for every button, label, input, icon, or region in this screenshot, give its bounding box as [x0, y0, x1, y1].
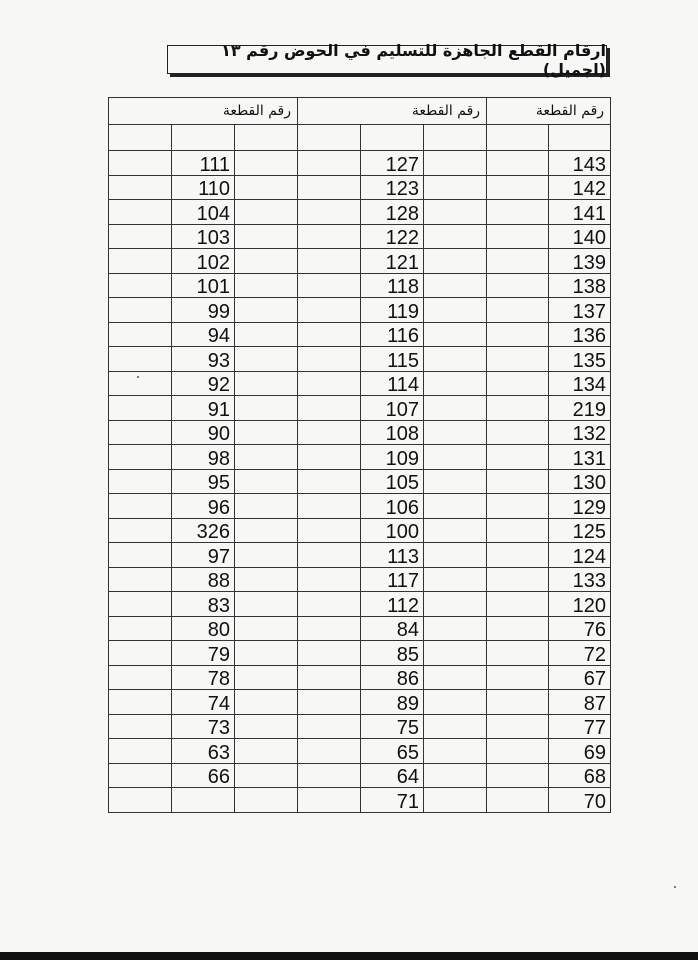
parcel-number: 78 [172, 665, 235, 690]
empty-cell [109, 371, 172, 396]
parcel-number: 122 [361, 224, 424, 249]
parcel-number: 80 [172, 616, 235, 641]
parcel-number: 114 [361, 371, 424, 396]
parcel-number: 137 [549, 298, 611, 323]
scan-speck [137, 376, 139, 378]
empty-cell [235, 788, 298, 813]
empty-cell [298, 125, 361, 151]
table-row [109, 788, 611, 813]
parcel-number: 84 [361, 616, 424, 641]
empty-cell [487, 175, 549, 200]
empty-cell [109, 788, 172, 813]
table-row [109, 249, 611, 274]
parcel-number: 141 [549, 200, 611, 225]
empty-cell [109, 763, 172, 788]
empty-cell [487, 347, 549, 372]
empty-cell [298, 690, 361, 715]
table-row [109, 714, 611, 739]
parcel-number: 96 [172, 494, 235, 519]
empty-cell [298, 469, 361, 494]
empty-cell [487, 543, 549, 568]
empty-cell [424, 739, 487, 764]
empty-cell [424, 592, 487, 617]
parcel-number: 131 [549, 445, 611, 470]
empty-cell [487, 690, 549, 715]
parcel-number: 69 [549, 739, 611, 764]
empty-cell [109, 494, 172, 519]
empty-cell [487, 567, 549, 592]
empty-cell [424, 445, 487, 470]
empty-cell [235, 641, 298, 666]
empty-cell [424, 641, 487, 666]
parcel-number: 132 [549, 420, 611, 445]
empty-cell [109, 739, 172, 764]
document-title: ارقام القطع الجاهزة للتسليم في الحوض رقم ١٣ (اجميل) [167, 45, 607, 74]
empty-cell [487, 273, 549, 298]
empty-cell [298, 616, 361, 641]
empty-cell [424, 567, 487, 592]
parcel-number: 111 [172, 151, 235, 176]
parcel-number: 101 [172, 273, 235, 298]
parcel-number [172, 788, 235, 813]
empty-cell [235, 420, 298, 445]
parcel-number: 140 [549, 224, 611, 249]
empty-cell [487, 298, 549, 323]
table-row [109, 420, 611, 445]
parcel-table [108, 97, 611, 813]
parcel-number: 104 [172, 200, 235, 225]
empty-cell [424, 665, 487, 690]
parcel-number: 133 [549, 567, 611, 592]
parcel-number: 63 [172, 739, 235, 764]
empty-cell [424, 616, 487, 641]
empty-cell [298, 347, 361, 372]
empty-cell [424, 788, 487, 813]
empty-cell [109, 665, 172, 690]
empty-cell [487, 396, 549, 421]
empty-cell [424, 249, 487, 274]
empty-cell [298, 567, 361, 592]
empty-cell [487, 788, 549, 813]
empty-cell [298, 249, 361, 274]
parcel-number: 86 [361, 665, 424, 690]
column-header: رقم القطعة [487, 98, 611, 125]
parcel-number: 95 [172, 469, 235, 494]
empty-cell [424, 224, 487, 249]
empty-cell [235, 665, 298, 690]
empty-cell [298, 714, 361, 739]
empty-cell [298, 224, 361, 249]
empty-cell [298, 273, 361, 298]
empty-cell [487, 420, 549, 445]
empty-cell [424, 518, 487, 543]
empty-cell [424, 347, 487, 372]
parcel-number: 112 [361, 592, 424, 617]
empty-cell [235, 690, 298, 715]
empty-cell [235, 494, 298, 519]
column-header: رقم القطعة [109, 98, 298, 125]
table-row [109, 273, 611, 298]
table-row [109, 151, 611, 176]
empty-cell [487, 616, 549, 641]
empty-cell [487, 494, 549, 519]
parcel-number: 105 [361, 469, 424, 494]
parcel-number: 117 [361, 567, 424, 592]
empty-cell [109, 592, 172, 617]
empty-cell [487, 322, 549, 347]
parcel-number: 121 [361, 249, 424, 274]
parcel-number: 128 [361, 200, 424, 225]
parcel-number: 71 [361, 788, 424, 813]
empty-cell [487, 739, 549, 764]
empty-cell [109, 445, 172, 470]
parcel-number: 74 [172, 690, 235, 715]
empty-cell [487, 469, 549, 494]
parcel-number: 94 [172, 322, 235, 347]
empty-cell [298, 420, 361, 445]
parcel-number: 109 [361, 445, 424, 470]
empty-cell [487, 151, 549, 176]
empty-cell [235, 322, 298, 347]
table-row [109, 641, 611, 666]
table-row [109, 690, 611, 715]
empty-cell [424, 273, 487, 298]
table-row [109, 616, 611, 641]
empty-cell [487, 249, 549, 274]
empty-cell [424, 298, 487, 323]
empty-cell [298, 518, 361, 543]
empty-cell [424, 469, 487, 494]
empty-cell [109, 200, 172, 225]
empty-cell [235, 273, 298, 298]
parcel-number: 91 [172, 396, 235, 421]
parcel-number: 115 [361, 347, 424, 372]
table-row [109, 592, 611, 617]
empty-cell [109, 151, 172, 176]
empty-cell [298, 494, 361, 519]
empty-cell [298, 371, 361, 396]
empty-cell [235, 763, 298, 788]
parcel-number: 70 [549, 788, 611, 813]
empty-cell [424, 543, 487, 568]
table-row [109, 518, 611, 543]
parcel-number: 92 [172, 371, 235, 396]
table-row [109, 665, 611, 690]
table-row [109, 494, 611, 519]
parcel-number: 129 [549, 494, 611, 519]
empty-cell [424, 763, 487, 788]
empty-cell [298, 200, 361, 225]
parcel-number: 68 [549, 763, 611, 788]
empty-cell [235, 249, 298, 274]
empty-cell [298, 175, 361, 200]
parcel-number: 127 [361, 151, 424, 176]
empty-cell [424, 151, 487, 176]
empty-cell [298, 665, 361, 690]
empty-cell [298, 641, 361, 666]
empty-cell [235, 151, 298, 176]
parcel-number: 124 [549, 543, 611, 568]
empty-cell [109, 224, 172, 249]
empty-cell [235, 714, 298, 739]
empty-cell [424, 322, 487, 347]
parcel-number: 142 [549, 175, 611, 200]
table-row [109, 322, 611, 347]
table-row [109, 298, 611, 323]
parcel-number: 135 [549, 347, 611, 372]
empty-cell [172, 125, 235, 151]
empty-cell [487, 125, 549, 151]
empty-cell [549, 125, 611, 151]
parcel-number: 90 [172, 420, 235, 445]
empty-cell [235, 347, 298, 372]
empty-cell [487, 714, 549, 739]
empty-cell [235, 543, 298, 568]
table-row [109, 347, 611, 372]
empty-cell [235, 175, 298, 200]
empty-cell [109, 690, 172, 715]
empty-cell [424, 125, 487, 151]
parcel-number: 119 [361, 298, 424, 323]
empty-cell [109, 641, 172, 666]
empty-cell [109, 518, 172, 543]
parcel-number: 83 [172, 592, 235, 617]
table-row [109, 224, 611, 249]
parcel-number: 107 [361, 396, 424, 421]
parcel-number: 125 [549, 518, 611, 543]
empty-cell [424, 175, 487, 200]
parcel-number: 113 [361, 543, 424, 568]
parcel-number: 130 [549, 469, 611, 494]
empty-cell [109, 347, 172, 372]
parcel-number: 66 [172, 763, 235, 788]
parcel-number: 72 [549, 641, 611, 666]
empty-cell [424, 494, 487, 519]
empty-cell [487, 641, 549, 666]
empty-cell [235, 445, 298, 470]
empty-cell [487, 445, 549, 470]
empty-cell [298, 396, 361, 421]
empty-cell [109, 273, 172, 298]
empty-cell [109, 298, 172, 323]
parcel-number: 120 [549, 592, 611, 617]
table-row [109, 567, 611, 592]
empty-cell [235, 739, 298, 764]
parcel-number: 99 [172, 298, 235, 323]
parcel-number: 106 [361, 494, 424, 519]
empty-cell [487, 592, 549, 617]
table-row [109, 371, 611, 396]
empty-cell [298, 763, 361, 788]
empty-cell [298, 322, 361, 347]
parcel-number: 89 [361, 690, 424, 715]
parcel-number: 79 [172, 641, 235, 666]
table-row [109, 445, 611, 470]
empty-cell [298, 298, 361, 323]
parcel-number: 143 [549, 151, 611, 176]
empty-cell [424, 420, 487, 445]
parcel-number: 136 [549, 322, 611, 347]
empty-cell [298, 151, 361, 176]
table-row [109, 763, 611, 788]
parcel-number: 100 [361, 518, 424, 543]
empty-cell [235, 371, 298, 396]
empty-cell [235, 396, 298, 421]
empty-cell [487, 371, 549, 396]
empty-cell [424, 200, 487, 225]
empty-cell [109, 616, 172, 641]
empty-cell [109, 420, 172, 445]
empty-cell [424, 714, 487, 739]
empty-cell [109, 714, 172, 739]
empty-cell [109, 469, 172, 494]
empty-cell [487, 665, 549, 690]
parcel-number: 88 [172, 567, 235, 592]
table-row [109, 175, 611, 200]
parcel-number: 118 [361, 273, 424, 298]
empty-cell [487, 224, 549, 249]
empty-cell [235, 616, 298, 641]
parcel-number: 139 [549, 249, 611, 274]
scan-edge [0, 952, 698, 960]
parcel-number: 134 [549, 371, 611, 396]
empty-cell [424, 690, 487, 715]
empty-cell [235, 200, 298, 225]
empty-cell [298, 445, 361, 470]
parcel-number: 102 [172, 249, 235, 274]
empty-cell [235, 592, 298, 617]
parcel-number: 97 [172, 543, 235, 568]
empty-cell [235, 298, 298, 323]
empty-cell [235, 224, 298, 249]
empty-cell [487, 518, 549, 543]
header-row [109, 98, 611, 125]
empty-cell [109, 125, 172, 151]
empty-cell [109, 567, 172, 592]
parcel-number: 116 [361, 322, 424, 347]
parcel-number: 138 [549, 273, 611, 298]
parcel-number: 219 [549, 396, 611, 421]
table-row [109, 739, 611, 764]
empty-cell [109, 249, 172, 274]
table-row [109, 469, 611, 494]
parcel-number: 103 [172, 224, 235, 249]
empty-cell [109, 175, 172, 200]
parcel-number: 75 [361, 714, 424, 739]
empty-cell [298, 592, 361, 617]
parcel-number: 110 [172, 175, 235, 200]
empty-cell [298, 543, 361, 568]
table-row [109, 543, 611, 568]
empty-cell [424, 371, 487, 396]
empty-cell [235, 567, 298, 592]
empty-cell [109, 396, 172, 421]
table-row [109, 396, 611, 421]
empty-cell [298, 788, 361, 813]
parcel-number: 108 [361, 420, 424, 445]
parcel-number: 67 [549, 665, 611, 690]
parcel-number: 65 [361, 739, 424, 764]
table-row [109, 200, 611, 225]
blank-row [109, 125, 611, 151]
parcel-number: 98 [172, 445, 235, 470]
parcel-number: 87 [549, 690, 611, 715]
parcel-number: 326 [172, 518, 235, 543]
empty-cell [109, 543, 172, 568]
parcel-number: 85 [361, 641, 424, 666]
empty-cell [235, 518, 298, 543]
parcel-number: 73 [172, 714, 235, 739]
parcel-number: 93 [172, 347, 235, 372]
empty-cell [235, 125, 298, 151]
parcel-number: 76 [549, 616, 611, 641]
parcel-number: 77 [549, 714, 611, 739]
empty-cell [361, 125, 424, 151]
parcel-number: 64 [361, 763, 424, 788]
empty-cell [298, 739, 361, 764]
empty-cell [109, 322, 172, 347]
empty-cell [487, 200, 549, 225]
parcel-number: 123 [361, 175, 424, 200]
empty-cell [424, 396, 487, 421]
empty-cell [487, 763, 549, 788]
column-header: رقم القطعة [298, 98, 487, 125]
empty-cell [235, 469, 298, 494]
scan-speck [674, 886, 676, 888]
